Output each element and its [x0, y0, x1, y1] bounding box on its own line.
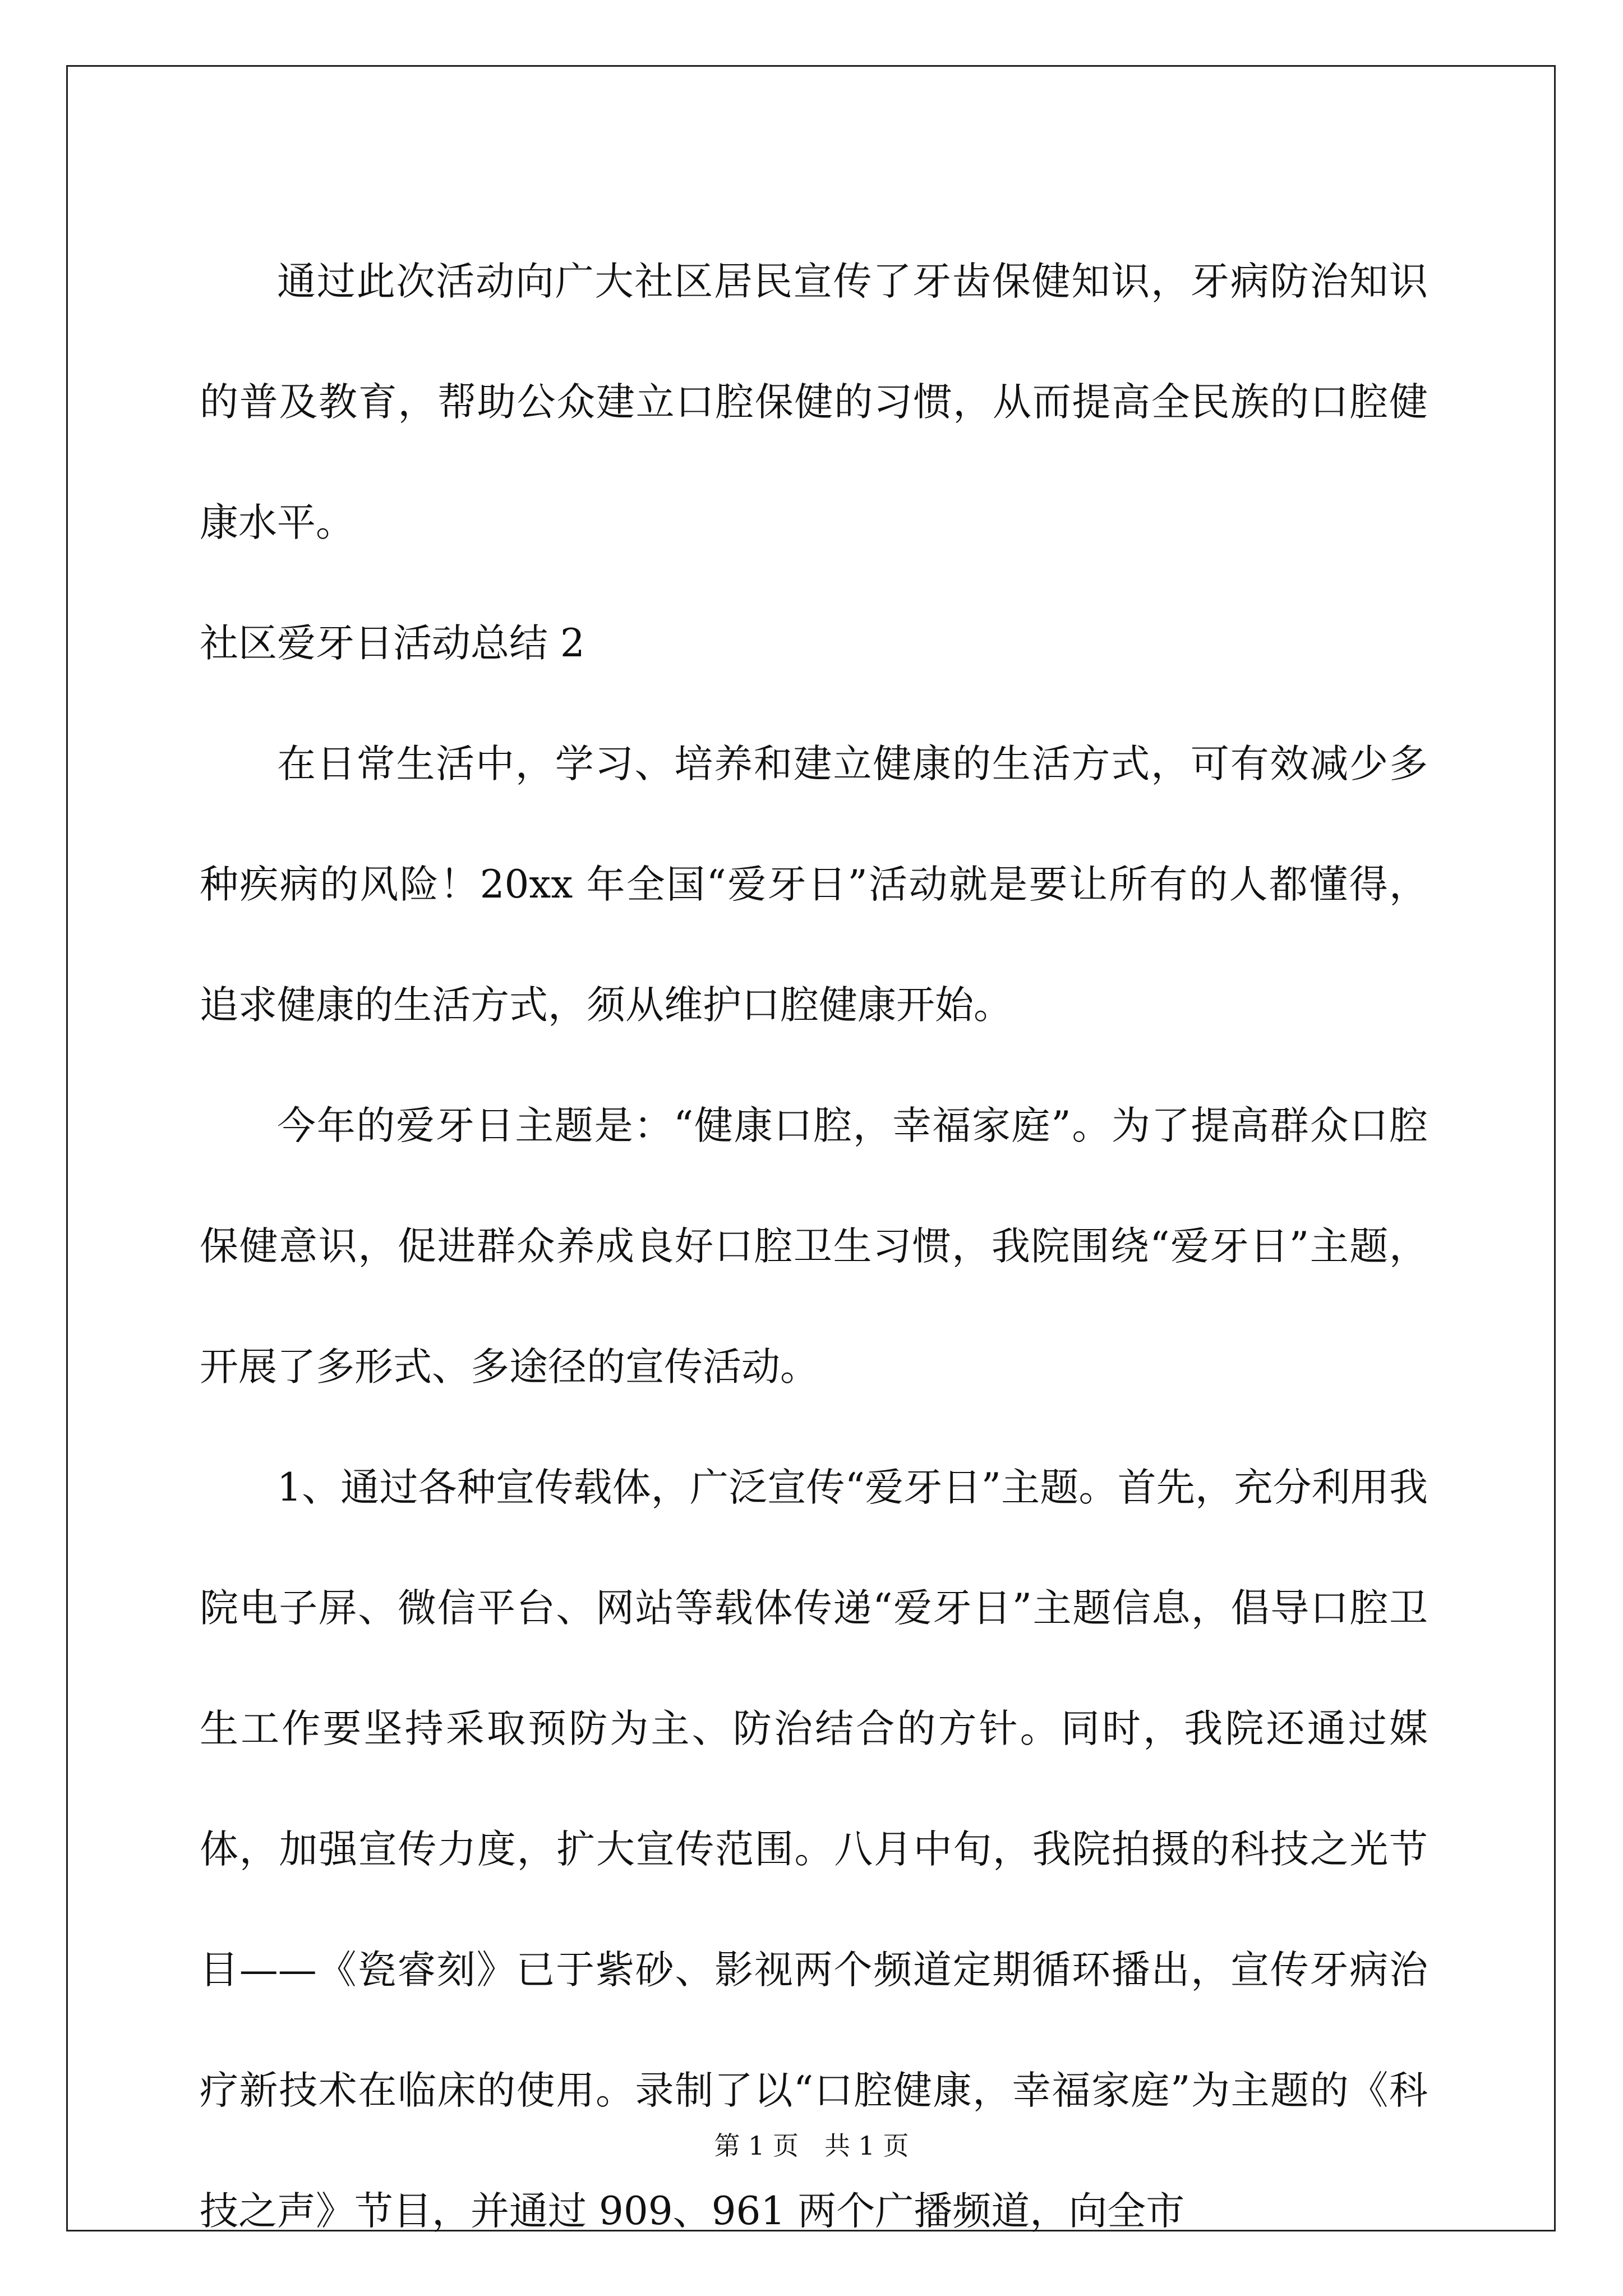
section-heading: 社区爱牙日活动总结 2: [200, 621, 585, 666]
paragraph-publicity: 1、通过各种宣传载体，广泛宣传“爱牙日”主题。首先，充分利用我院电子屏、微信平台、网站等载体传递“爱牙日”主题信息，倡导口腔卫生工作要坚持采取预防为主、防治结合的方针。同时，我院还通过媒体，加强宣传力度，扩大宣传范围。八月中旬，我院拍摄的科技之光节目——《瓷睿刻》已于紫砂、影视两个频道定期循环播出，宣传牙病治疗新技术在临床的使用。录制了以“口腔健康，幸福家庭”为主题的《科技之声》节目，并通过 909、961 两个广播频道，向全市: [200, 1465, 1428, 2234]
page-footer: 第 1 页 共 1 页: [714, 2131, 909, 2161]
document-body: [200, 222, 1428, 2272]
paragraph-intro-conclusion: 通过此次活动向广大社区居民宣传了牙齿保健知识，牙病防治知识的普及教育，帮助公众建立口腔保健的习惯，从而提高全民族的口腔健康水平。: [200, 259, 1428, 545]
paragraph-theme: 今年的爱牙日主题是：“健康口腔，幸福家庭”。为了提高群众口腔保健意识，促进群众养成良好口腔卫生习惯，我院围绕“爱牙日”主题，开展了多形式、多途径的宣传活动。: [200, 1103, 1428, 1389]
paragraph-daily-life: 在日常生活中，学习、培养和建立健康的生活方式，可有效减少多种疾病的风险！20xx 年全国“爱牙日”活动就是要让所有的人都懂得，追求健康的生活方式，须从维护口腔健康开始。: [200, 742, 1428, 1028]
